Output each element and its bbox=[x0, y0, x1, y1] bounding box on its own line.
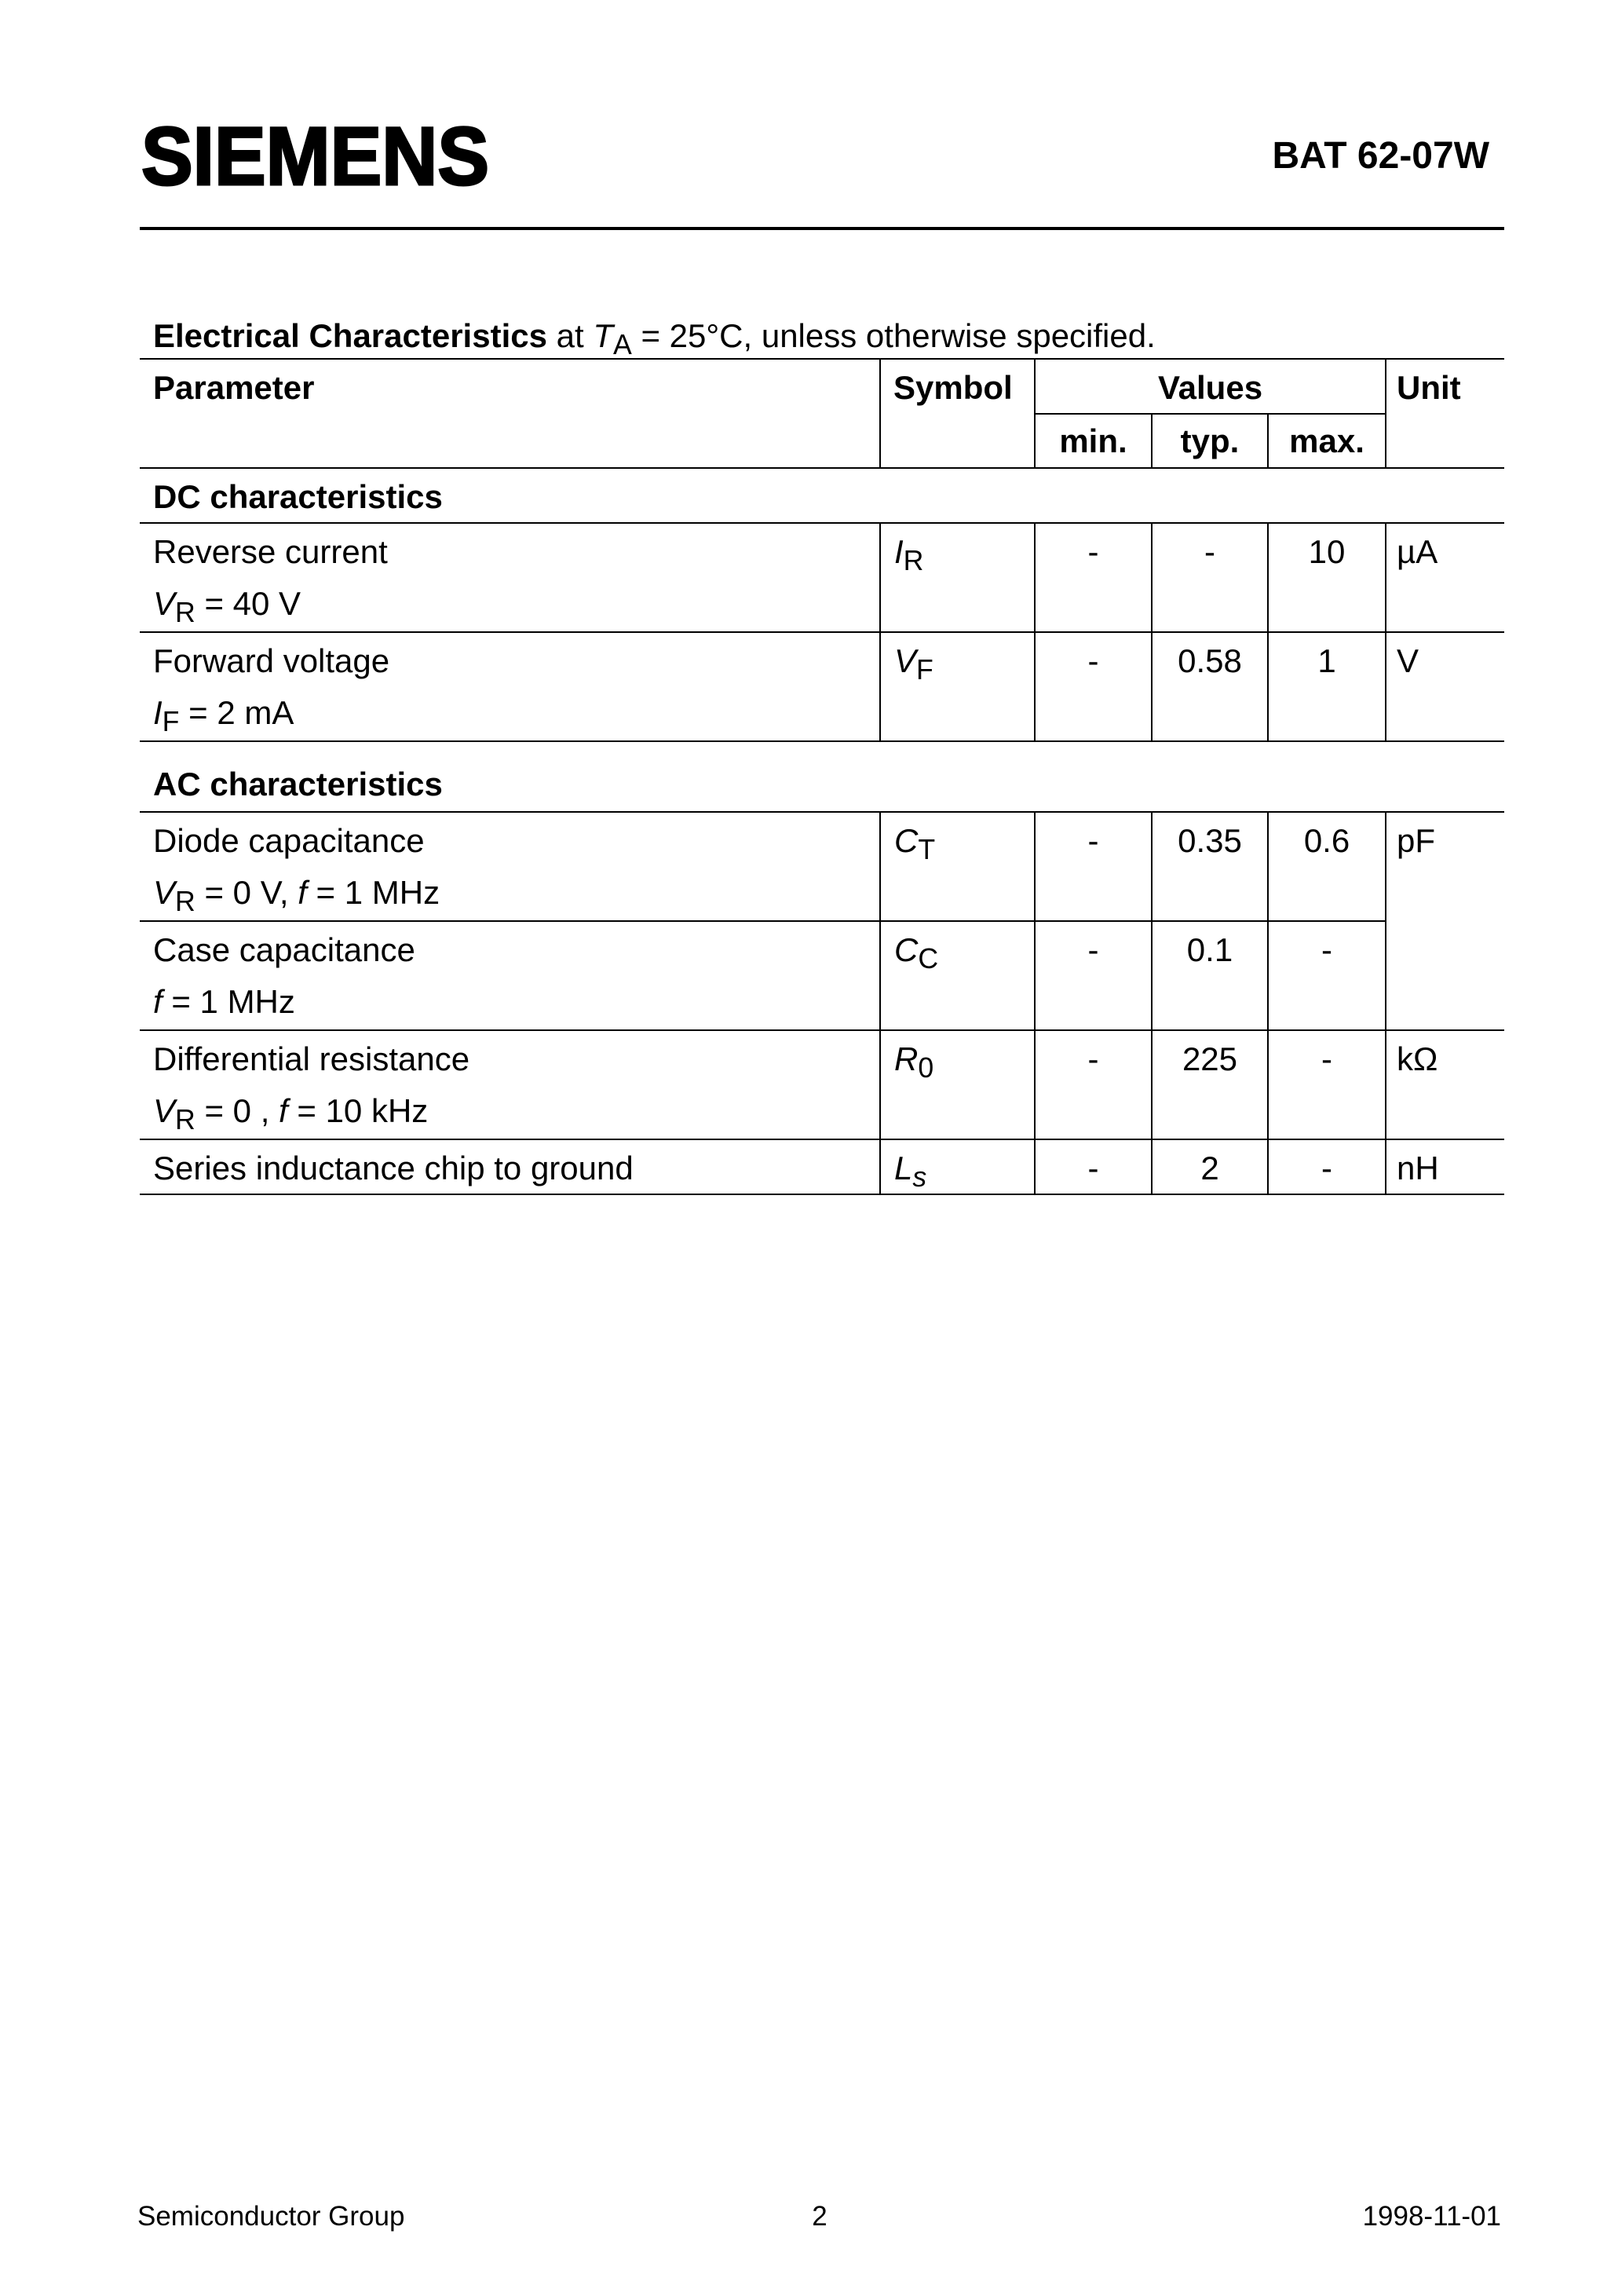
data-row-differential-resistance bbox=[140, 1030, 1504, 1139]
symbol-subscript: 0 bbox=[918, 1051, 934, 1084]
symbol-subscript: F bbox=[916, 653, 933, 686]
parameter-name: Forward voltage bbox=[153, 642, 390, 679]
data-row-reverse-current bbox=[140, 523, 1504, 632]
parameter-name: Differential resistance bbox=[153, 1040, 470, 1077]
column-header-unit: Unit bbox=[1386, 359, 1504, 468]
parameter-condition bbox=[153, 867, 879, 920]
parameter-condition bbox=[153, 578, 879, 631]
parameter-name: Case capacitance bbox=[153, 931, 415, 968]
section-title: AC characteristics bbox=[140, 741, 1504, 812]
symbol-cell bbox=[880, 921, 1035, 1030]
condition-value: = 40 V bbox=[195, 585, 301, 622]
min-value: - bbox=[1035, 1030, 1152, 1139]
min-value: - bbox=[1035, 921, 1152, 1030]
data-row-case-capacitance bbox=[140, 921, 1504, 1030]
column-header-typ: typ. bbox=[1152, 414, 1268, 468]
caption-title: Electrical Characteristics bbox=[153, 317, 547, 354]
section-title: DC characteristics bbox=[140, 468, 1504, 523]
max-value: 10 bbox=[1268, 523, 1386, 632]
typ-value: 0.1 bbox=[1152, 921, 1268, 1030]
symbol-cell bbox=[880, 812, 1035, 921]
table-body bbox=[140, 468, 1504, 1194]
condition-subscript: R bbox=[175, 885, 195, 917]
parameter-cell bbox=[140, 1030, 880, 1139]
unit-value: pF bbox=[1386, 812, 1504, 1030]
table-caption bbox=[153, 317, 1156, 360]
min-value: - bbox=[1035, 523, 1152, 632]
section-row-ac bbox=[140, 741, 1504, 812]
condition-value: = 1 MHz bbox=[162, 983, 295, 1020]
header-rule bbox=[140, 227, 1504, 230]
data-row-series-inductance bbox=[140, 1139, 1504, 1194]
parameter-condition bbox=[153, 1085, 879, 1139]
symbol-subscript: T bbox=[918, 833, 936, 865]
symbol-cell bbox=[880, 1030, 1035, 1139]
typ-value: 2 bbox=[1152, 1139, 1268, 1194]
condition-symbol: f bbox=[153, 983, 163, 1020]
footer-page-number: 2 bbox=[812, 2201, 827, 2232]
data-row-diode-capacitance bbox=[140, 812, 1504, 921]
caption-temperature-subscript: A bbox=[612, 328, 632, 360]
parameter-cell bbox=[140, 632, 880, 741]
condition-subscript: F bbox=[162, 705, 180, 737]
condition-symbol: V bbox=[153, 1092, 176, 1129]
symbol-cell bbox=[880, 1139, 1035, 1194]
symbol-letter: L bbox=[894, 1150, 913, 1186]
condition-symbol: V bbox=[153, 585, 176, 622]
table-header bbox=[140, 359, 1504, 468]
section-row-dc bbox=[140, 468, 1504, 523]
symbol-cell bbox=[880, 523, 1035, 632]
symbol-letter: I bbox=[894, 533, 904, 570]
condition-value: = 0 V, bbox=[195, 874, 298, 911]
typ-value: 0.35 bbox=[1152, 812, 1268, 921]
min-value: - bbox=[1035, 1139, 1152, 1194]
unit-value: nH bbox=[1386, 1139, 1504, 1194]
max-value: 1 bbox=[1268, 632, 1386, 741]
siemens-logo-wordmark: SIEMENS bbox=[141, 111, 489, 203]
condition-symbol: V bbox=[153, 874, 176, 911]
unit-value: kΩ bbox=[1386, 1030, 1504, 1139]
symbol-letter: C bbox=[894, 931, 919, 968]
max-value: - bbox=[1268, 921, 1386, 1030]
data-row-forward-voltage bbox=[140, 632, 1504, 741]
caption-temperature-symbol: T bbox=[593, 317, 613, 354]
condition-symbol: f bbox=[298, 874, 307, 911]
condition-symbol: f bbox=[279, 1092, 288, 1129]
column-header-symbol: Symbol bbox=[880, 359, 1035, 468]
column-header-parameter: Parameter bbox=[140, 359, 880, 468]
typ-value: 0.58 bbox=[1152, 632, 1268, 741]
parameter-name: Diode capacitance bbox=[153, 822, 425, 859]
symbol-subscript: C bbox=[918, 942, 939, 974]
condition-subscript: R bbox=[175, 1103, 195, 1135]
part-number: BAT 62-07W bbox=[1272, 135, 1489, 177]
footer-group: Semiconductor Group bbox=[137, 2201, 405, 2232]
electrical-characteristics-table bbox=[140, 358, 1504, 1195]
symbol-subscript: s bbox=[912, 1161, 927, 1193]
condition-value: = 2 mA bbox=[179, 694, 294, 731]
footer-date: 1998-11-01 bbox=[1362, 2201, 1501, 2232]
symbol-letter: C bbox=[894, 822, 919, 859]
unit-value: V bbox=[1386, 632, 1504, 741]
typ-value: 225 bbox=[1152, 1030, 1268, 1139]
typ-value: - bbox=[1152, 523, 1268, 632]
parameter-condition bbox=[153, 976, 879, 1028]
condition-value: = 10 kHz bbox=[287, 1092, 429, 1129]
condition-subscript: R bbox=[175, 596, 195, 628]
header-row-main bbox=[140, 359, 1504, 414]
condition-symbol: I bbox=[153, 694, 163, 731]
condition-value: = 1 MHz bbox=[306, 874, 440, 911]
parameter-cell bbox=[140, 1139, 880, 1194]
caption-at: at bbox=[546, 317, 594, 354]
caption-condition: = 25°C, unless otherwise specified. bbox=[631, 317, 1156, 354]
parameter-cell bbox=[140, 812, 880, 921]
symbol-letter: V bbox=[894, 642, 917, 679]
parameter-cell bbox=[140, 921, 880, 1030]
column-header-values: Values bbox=[1035, 359, 1386, 414]
column-header-max: max. bbox=[1268, 414, 1386, 468]
parameter-condition bbox=[153, 687, 879, 740]
parameter-name: Reverse current bbox=[153, 533, 388, 570]
max-value: - bbox=[1268, 1139, 1386, 1194]
unit-value: µA bbox=[1386, 523, 1504, 632]
parameter-cell bbox=[140, 523, 880, 632]
max-value: 0.6 bbox=[1268, 812, 1386, 921]
symbol-cell bbox=[880, 632, 1035, 741]
min-value: - bbox=[1035, 632, 1152, 741]
column-header-min: min. bbox=[1035, 414, 1152, 468]
siemens-logo bbox=[140, 111, 491, 203]
min-value: - bbox=[1035, 812, 1152, 921]
parameter-name: Series inductance chip to ground bbox=[153, 1150, 634, 1186]
symbol-letter: R bbox=[894, 1040, 919, 1077]
max-value: - bbox=[1268, 1030, 1386, 1139]
condition-value: = 0 , bbox=[195, 1092, 279, 1129]
symbol-subscript: R bbox=[903, 544, 924, 576]
